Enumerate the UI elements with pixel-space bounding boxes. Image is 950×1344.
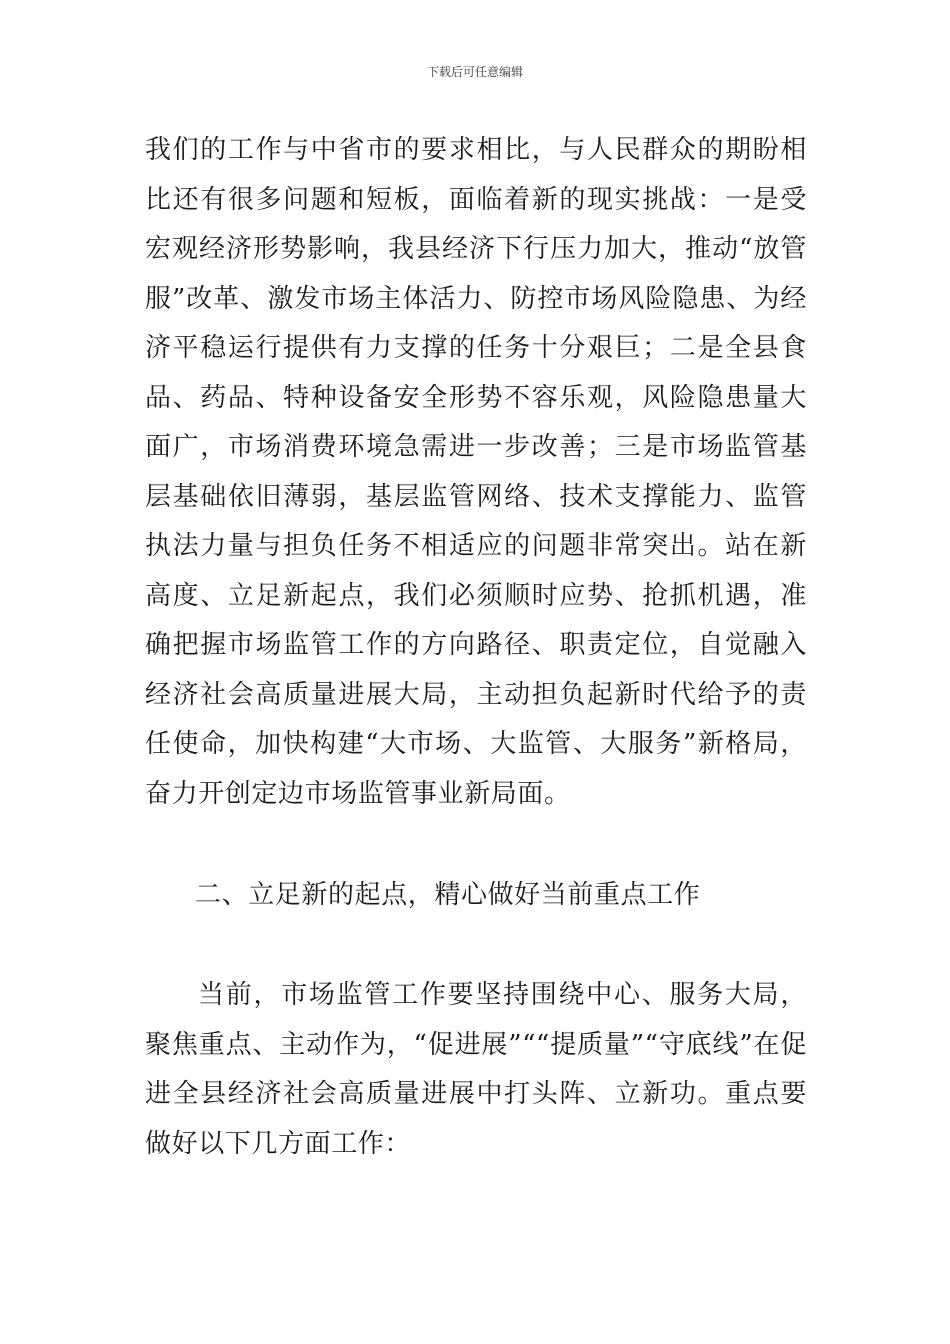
body-paragraph: 我们的工作与中省市的要求相比，与人民群众的期盼相比还有很多问题和短板，面临着新的现实挑战：一是受宏观经济形势影响，我县经济下行压力加大，推动“放管服”改革、激发市场主体活力、防控市场风险隐患、为经济平稳运行提供有力支撑的任务十分艰巨；二是全县食品、药品、特种设备安全形势不容乐观，风险隐患量大面广，市场消费环境急需进一步改善；三是市场监管基层基础依旧薄弱，基层监管网络、技术支撑能力、监管执法力量与担负任务不相适应的问题非常突出。站在新高度、立足新起点，我们必须顺时应势、抢抓机遇，准确把握市场监管工作的方向路径、职责定位，自觉融入经济社会高质量进展大局，主动担负起新时代给予的责任使命，加快构建“大市场、大监管、大服务”新格局，奋力开创定边市场监管事业新局面。 xyxy=(145,135,807,809)
section-heading: 二、立足新的起点，精心做好当前重点工作 xyxy=(195,880,701,910)
page-header: 下载后可任意编辑 xyxy=(426,65,523,79)
body-paragraph: 当前，市场监管工作要坚持围绕中心、服务大局，聚焦重点、主动作为，“促进展”““提质量”“守底线”在促进全县经济社会高质量进展中打头阵、立新功。重点要做好以下几方面工作： xyxy=(145,980,807,1159)
